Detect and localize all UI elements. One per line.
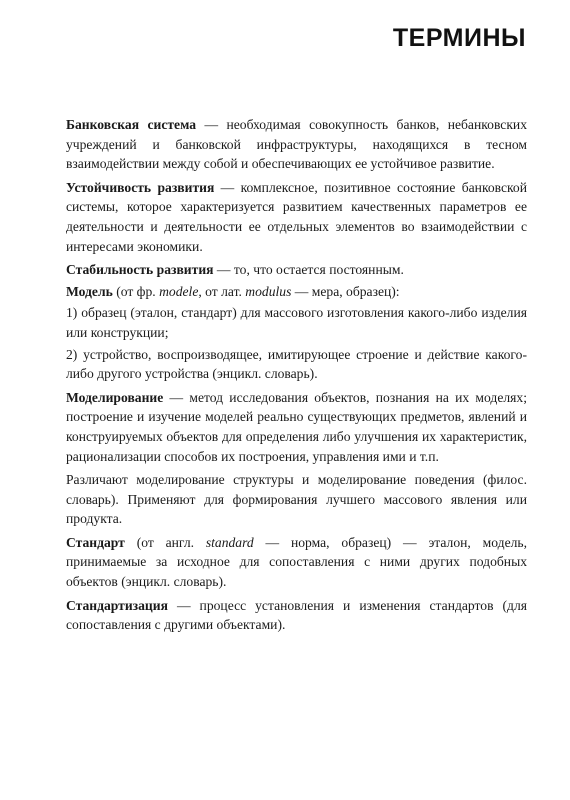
glossary-entry bbox=[66, 596, 527, 635]
glossary-entry bbox=[66, 115, 527, 174]
subentry-text: 2) устройство, воспроизводящее, имитирующее строение и действие какого-либо другого устройства (энцикл. словарь). bbox=[66, 346, 527, 382]
entry-term: Модель bbox=[66, 283, 113, 299]
entry-term: Стандартизация bbox=[66, 597, 168, 613]
glossary-subentry bbox=[66, 345, 527, 384]
entry-term: Банковская система bbox=[66, 117, 197, 132]
glossary-entry bbox=[66, 533, 527, 592]
glossary-entry bbox=[66, 260, 527, 280]
entry-definition-part: , от лат. bbox=[198, 283, 246, 299]
glossary-body bbox=[66, 115, 527, 639]
entry-etymology: standard bbox=[205, 534, 254, 550]
entry-definition: — комплексное, позитивное состояние банковской системы, которое характеризуется развитием качественных параметров ее деятельности и деятельности ее отдельных элементов во взаимодействии с интересами экономики. bbox=[66, 179, 528, 254]
entry-etymology: modulus bbox=[245, 283, 292, 299]
entry-term: Стабильность развития bbox=[66, 262, 214, 278]
paragraph-text: Различают моделирование структуры и моделирование поведения (филос. словарь). Применяют для формирования лучшего массового явления или продукта. bbox=[66, 472, 527, 527]
entry-term: Устойчивость развития bbox=[66, 179, 215, 195]
entry-definition-part: (от фр. bbox=[112, 283, 160, 299]
entry-definition: — то, что остается постоянным. bbox=[213, 262, 404, 278]
glossary-entry bbox=[66, 388, 527, 466]
glossary-entry bbox=[66, 282, 527, 302]
entry-etymology: modele bbox=[159, 283, 199, 299]
entry-definition-part: (от англ. bbox=[124, 534, 206, 550]
entry-definition: — метод исследования объектов, познания на их моделях; построение и изучение моделей реально существующих предметов, явлений и конструируемых объектов для определения либо улучшения их характеристик, рационализации способов их построения, управления ими и т.п. bbox=[66, 389, 527, 464]
entry-definition: — необходимая совокупность банков, небанковских учреждений и банковской инфраструктуры, находящихся в тесном взаимодействии между собой и обеспечивающих ее устойчивое развитие. bbox=[66, 117, 527, 172]
glossary-entry bbox=[66, 178, 527, 256]
glossary-subentry bbox=[66, 303, 527, 342]
subentry-text: 1) образец (эталон, стандарт) для массового изготовления какого-либо изделия или конструкции; bbox=[66, 305, 527, 340]
entry-definition: — процесс установления и изменения стандартов (для сопоставления с другими объектами). bbox=[66, 597, 527, 633]
entry-definition-part: — норма, образец) — эталон, модель, принимаемые за исходное для сопоставления с ними других подобных объектов (энцикл. словарь). bbox=[66, 534, 527, 590]
entry-definition-part: — мера, образец): bbox=[291, 283, 400, 299]
glossary-paragraph bbox=[66, 470, 527, 529]
page-title: ТЕРМИНЫ bbox=[392, 24, 526, 52]
entry-term: Стандарт bbox=[66, 534, 125, 550]
entry-term: Моделирование bbox=[66, 389, 164, 405]
